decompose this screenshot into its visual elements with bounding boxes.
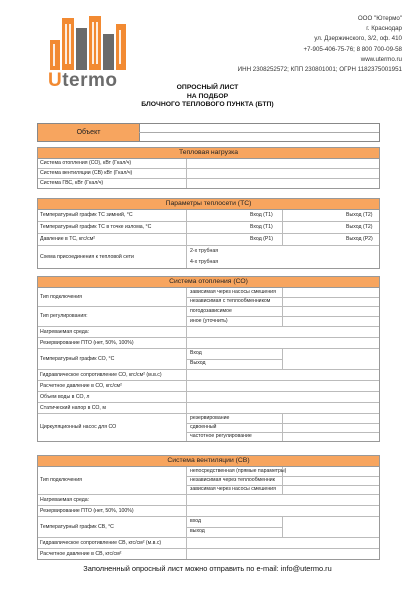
table-row <box>38 392 379 403</box>
table-row <box>38 210 379 222</box>
option-label[interactable]: сдвоенный <box>190 423 217 430</box>
heating-section <box>37 276 380 442</box>
option-label[interactable]: независимая с теплообменником <box>190 297 271 304</box>
company-line: г. Краснодар <box>366 25 402 33</box>
section-title: Система отопления (СО) <box>38 277 379 288</box>
row-label: Резервирование ПТО (нет, 50%, 100%) <box>40 339 134 346</box>
title-line: ОПРОСНЫЙ ЛИСТ <box>176 84 239 91</box>
table-row <box>38 246 379 268</box>
outlet-label: Выход (Т2) <box>346 211 373 218</box>
ventilation-section <box>37 455 380 560</box>
row-label: Циркуляционный насос для СО <box>40 423 117 430</box>
outlet-label: Выход (Т2) <box>346 223 373 230</box>
section-title: Параметры теплосети (ТС) <box>38 199 379 210</box>
row-label: Нагреваемая среда: <box>40 328 90 335</box>
inlet-label: Вход (Т1) <box>250 211 273 218</box>
table-row <box>38 327 379 338</box>
title-line: НА ПОДБОР <box>186 92 229 100</box>
table-row <box>38 169 379 179</box>
row-label: Тип подключения <box>40 476 82 483</box>
value-cell[interactable] <box>186 179 379 188</box>
company-line: www.utermo.ru <box>360 55 402 63</box>
object-label: Объект <box>38 124 140 141</box>
table-row <box>38 288 379 307</box>
network-section <box>37 198 380 269</box>
table-row <box>38 159 379 169</box>
table-row <box>38 414 379 441</box>
table-row <box>38 403 379 414</box>
row-label: Температурный график СВ, °С <box>40 523 114 530</box>
row-label: Резервирование ПТО (нет, 50%, 100%) <box>40 507 134 514</box>
row-label: Тип регулирования: <box>40 312 88 319</box>
scheme-option[interactable]: 4-х трубная <box>190 258 219 265</box>
logo-wordmark: Utermo <box>48 70 118 91</box>
company-line: ул. Дзержинского, 3/2, оф. 410 <box>314 35 402 43</box>
object-field <box>37 123 380 142</box>
row-label: Нагреваемая среда: <box>40 496 90 503</box>
row-label: Гидравлическое сопротивление СО, кгс/см² (м.в.с) <box>40 371 162 378</box>
inlet-label: Вход (Т1) <box>250 223 273 230</box>
section-title: Тепловая нагрузка <box>38 148 379 159</box>
table-row <box>38 179 379 188</box>
table-row <box>38 338 379 349</box>
table-row <box>38 381 379 392</box>
table-row <box>38 538 379 549</box>
inlet-label: вход <box>190 517 202 524</box>
option-label[interactable]: частотное регулирование <box>190 432 252 439</box>
table-row <box>38 549 379 559</box>
table-row <box>38 517 379 538</box>
row-label: Статический напор в СО, м <box>40 404 106 411</box>
utermo-logo <box>40 12 132 94</box>
row-label: Система ГВС, кВт (Гкал/ч) <box>40 179 104 186</box>
row-label: Давление в ТС, кгс/см² <box>40 235 96 242</box>
option-label[interactable]: непосредственная (прямые параметры) <box>190 467 287 474</box>
table-row <box>38 222 379 234</box>
table-row <box>38 234 379 246</box>
row-label: Температурный график ТС зимний, °С <box>40 211 133 218</box>
company-line: ИНН 2308252572; КПП 230801001; ОГРН 1182375001951 <box>237 66 402 74</box>
row-label: Система вентиляции (СВ) кВт (Гкал/ч) <box>40 169 133 176</box>
footer-note: Заполненный опросный лист можно отправить по e-mail: info@utermo.ru <box>83 564 332 573</box>
row-label: Расчетное давление в СВ, кгс/см² <box>40 550 122 557</box>
object-input-line[interactable] <box>139 132 379 133</box>
outlet-label: Выход (Р2) <box>346 235 373 242</box>
heat-load-section <box>37 147 380 189</box>
outlet-label: выход <box>190 527 205 534</box>
scheme-option[interactable]: 2-х трубная <box>190 247 219 254</box>
inlet-label: Вход <box>190 349 202 356</box>
table-row <box>38 349 379 370</box>
company-line: +7-905-406-75-76; 8 800 700-09-58 <box>303 45 402 53</box>
table-row <box>38 506 379 517</box>
value-cell[interactable] <box>186 169 379 178</box>
row-label: Система отопления (СО), кВт (Гкал/ч) <box>40 159 132 166</box>
row-label: Температурный график СО, °С <box>40 355 115 362</box>
option-label[interactable]: зависимая через насосы смешения <box>190 288 276 295</box>
option-label[interactable]: независимая через теплообменник <box>190 476 275 483</box>
option-label[interactable]: погодозависимое <box>190 307 232 314</box>
option-label[interactable]: иное (уточнить) <box>190 317 228 324</box>
section-title: Система вентиляции (СВ) <box>38 456 379 467</box>
company-info <box>238 14 402 75</box>
outlet-label: Выход <box>190 359 206 366</box>
table-row <box>38 495 379 506</box>
value-cell[interactable] <box>186 159 379 168</box>
document-title <box>0 84 415 110</box>
option-label[interactable]: зависимая через насосы смешения <box>190 485 276 492</box>
row-label: Гидравлическое сопротивление СВ, кгс/см² (м.в.с) <box>40 539 162 546</box>
row-label: Температурный график ТС в точке излома, °С <box>40 223 152 230</box>
row-label: Схема присоединения к тепловой сети <box>40 253 134 260</box>
table-row <box>38 307 379 327</box>
table-row <box>38 467 379 495</box>
row-label: Объем воды в СО, л <box>40 393 90 400</box>
inlet-label: Вход (Р1) <box>250 235 273 242</box>
table-row <box>38 370 379 381</box>
row-label: Тип подключения <box>40 293 82 300</box>
title-line: БЛОЧНОГО ТЕПЛОВОГО ПУНКТА (БТП) <box>141 101 274 109</box>
row-label: Расчетное давление в СО, кгс/см² <box>40 382 122 389</box>
company-line: ООО "Ютермо" <box>357 15 402 22</box>
option-label[interactable]: резервирование <box>190 414 230 421</box>
